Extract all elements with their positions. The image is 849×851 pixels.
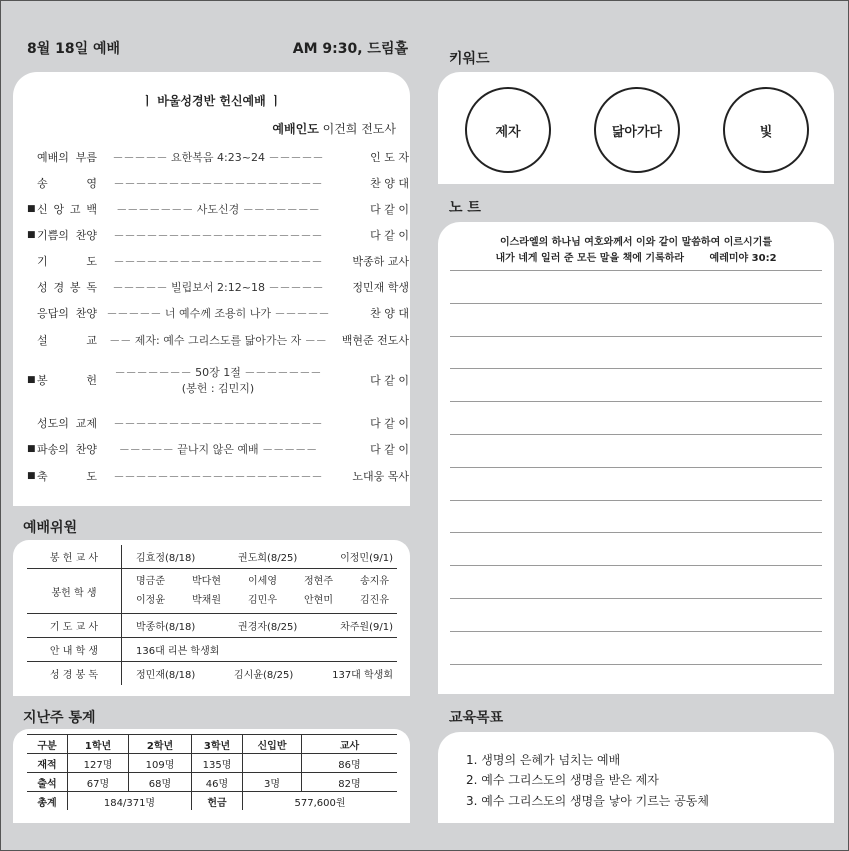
service-item-label: 성도의 교제 — [37, 417, 97, 430]
bullet-icon: ■ — [27, 444, 36, 454]
service-item-detail-text: －－－－－－－－－－－－－－－－－－－ — [113, 229, 323, 242]
service-item-detail-text: －－－－－－－ 50장 1절 －－－－－－－ — [114, 366, 322, 379]
reader-3: 137대 학생회 — [332, 670, 393, 681]
service-date: 8월 18일 예배 — [27, 41, 121, 57]
stats-cell: 출석 — [27, 773, 68, 792]
table-row — [27, 569, 397, 614]
service-item-detail-sub: (봉헌 : 김민지) — [181, 382, 255, 395]
goal-1: 1. 생명의 은혜가 넘치는 예배 — [466, 753, 621, 767]
service-item-label: 신 앙 고 백 — [37, 203, 97, 216]
note-line — [450, 532, 822, 533]
offering-teacher-2: 권도희(8/25) — [238, 553, 298, 564]
service-item — [27, 200, 409, 218]
service-item-detail — [97, 201, 339, 217]
student: 박다현 — [192, 576, 221, 587]
stats-header: 신입반 — [243, 735, 302, 754]
stats-cell: 86명 — [302, 754, 398, 773]
note-line — [450, 467, 822, 468]
service-item — [27, 364, 409, 396]
verse-line2-wrap — [438, 249, 834, 264]
stats-cell: 3명 — [243, 773, 302, 792]
student: 김민우 — [248, 595, 277, 606]
service-order-card — [13, 72, 410, 506]
service-item-detail — [97, 441, 339, 457]
goal-3: 3. 예수 그리스도의 생명을 낳아 기르는 공동체 — [466, 794, 709, 808]
stats-cell: 재적 — [27, 754, 68, 773]
role-reading: 성 경 봉 독 — [27, 662, 122, 686]
stats-cell — [243, 754, 302, 773]
stats-header: 3학년 — [192, 735, 243, 754]
student: 정현주 — [304, 576, 333, 587]
service-item — [27, 148, 409, 166]
role-prayer-teacher: 기 도 교 사 — [27, 614, 122, 638]
service-item-detail-text: －－－－－－－－－－－－－－－－－－－ — [113, 470, 323, 483]
service-item-detail — [97, 253, 339, 269]
bullet-icon: ■ — [27, 230, 36, 240]
table-row — [27, 545, 397, 569]
service-item-detail-text: －－－－－－－－－－－－－－－－－－－ — [113, 255, 323, 268]
stats-total-value: 184/371명 — [68, 792, 192, 811]
service-item — [27, 440, 409, 458]
service-item — [27, 467, 409, 485]
stats-cash-label: 헌금 — [192, 792, 243, 811]
student: 김진유 — [360, 595, 389, 606]
note-line — [450, 303, 822, 304]
goal-2: 2. 예수 그리스도의 생명을 받은 제자 — [466, 773, 659, 787]
service-title: ㅣ 바울성경반 헌신예배 ㅣ — [141, 94, 282, 108]
table-row — [27, 662, 397, 686]
prayer-teacher-1: 박종하(8/18) — [136, 622, 196, 633]
leader-label: 예배인도 — [272, 122, 319, 136]
staff-title: 예배위원 — [23, 520, 78, 536]
service-item-person: 인 도 자 — [370, 151, 409, 164]
service-item-person: 박종하 교사 — [352, 255, 409, 268]
staff-card — [13, 540, 410, 696]
reader-2: 김시윤(8/25) — [234, 670, 294, 681]
note-line — [450, 434, 822, 435]
service-item-label: 송 영 — [37, 177, 97, 190]
service-item — [27, 304, 409, 322]
service-item — [27, 226, 409, 244]
role-offering-teacher: 봉 헌 교 사 — [27, 545, 122, 569]
service-item-label: 기 도 — [37, 255, 97, 268]
table-row — [27, 638, 397, 662]
keyword-3: 빛 — [723, 87, 809, 173]
service-item — [27, 414, 409, 432]
service-item-label: 기쁨의 찬양 — [37, 229, 97, 242]
guide-students: 136대 리븐 학생회 — [136, 646, 220, 657]
student: 이정윤 — [136, 595, 165, 606]
note-line — [450, 500, 822, 501]
service-time-place: AM 9:30, 드림홀 — [292, 41, 408, 57]
service-item — [27, 331, 409, 349]
stats-cell: 109명 — [129, 754, 192, 773]
service-item-detail — [97, 175, 339, 191]
stats-header: 1학년 — [68, 735, 129, 754]
service-item-label: 봉 헌 — [37, 374, 97, 387]
service-item-person: 찬 양 대 — [370, 177, 409, 190]
service-item — [27, 252, 409, 270]
service-item-detail-text: －－ 제자: 예수 그리스도를 닮아가는 자 －－ — [109, 334, 327, 347]
stats-cell: 68명 — [129, 773, 192, 792]
note-line — [450, 664, 822, 665]
stats-header: 구분 — [27, 735, 68, 754]
student: 박채원 — [192, 595, 221, 606]
service-item-person: 다 같 이 — [370, 229, 409, 242]
service-item-person: 찬 양 대 — [370, 307, 409, 320]
service-item-detail-text: －－－－－ 요한복음 4:23~24 －－－－－ — [112, 151, 324, 164]
service-item-label: 성 경 봉 독 — [37, 281, 97, 294]
note-line — [450, 598, 822, 599]
table-row — [27, 754, 397, 773]
keyword-2: 닮아가다 — [594, 87, 680, 173]
note-line — [450, 270, 822, 271]
service-item-label: 설 교 — [37, 334, 97, 347]
note-line — [450, 565, 822, 566]
service-item-detail — [97, 332, 339, 348]
reader-1: 정민재(8/18) — [136, 670, 196, 681]
service-item-detail — [97, 415, 339, 431]
service-item-person: 노대웅 목사 — [352, 470, 409, 483]
goals-title: 교육목표 — [449, 710, 504, 726]
service-item-detail-text: －－－－－ 끝나지 않은 예배 －－－－－ — [118, 443, 318, 456]
service-item-detail — [97, 468, 339, 484]
service-item-person: 정민재 학생 — [352, 281, 409, 294]
note-line — [450, 368, 822, 369]
service-item-detail-text: －－－－－－－－－－－－－－－－－－－ — [113, 177, 323, 190]
student: 안현미 — [304, 595, 333, 606]
service-item — [27, 174, 409, 192]
stats-cell: 67명 — [68, 773, 129, 792]
service-item-label: 축 도 — [37, 470, 97, 483]
verse-ref: 예레미야 30:2 — [709, 253, 777, 264]
service-item-detail — [97, 227, 339, 243]
service-item-label: 파송의 찬양 — [37, 443, 97, 456]
stats-cell: 82명 — [302, 773, 398, 792]
service-item-detail — [97, 305, 339, 321]
service-item-person: 다 같 이 — [370, 203, 409, 216]
table-row — [27, 614, 397, 638]
table-row — [27, 773, 397, 792]
keywords-title: 키워드 — [449, 51, 490, 67]
stats-table — [27, 734, 397, 810]
stats-cash-value: 577,600원 — [243, 792, 398, 811]
service-item-detail-text: －－－－－－－－－－－－－－－－－－－ — [113, 417, 323, 430]
note-line — [450, 336, 822, 337]
role-guide-students: 안 내 학 생 — [27, 638, 122, 662]
service-item-label: 응답의 찬양 — [37, 307, 97, 320]
service-item-label: 예배의 부름 — [37, 151, 97, 164]
role-offering-students: 봉헌 학 생 — [27, 569, 122, 614]
keyword-1: 제자 — [465, 87, 551, 173]
stats-cell: 46명 — [192, 773, 243, 792]
stats-cell: 135명 — [192, 754, 243, 773]
verse-line1: 이스라엘의 하나님 여호와께서 이와 같이 말씀하여 이르시기를 — [499, 237, 773, 248]
stats-card — [13, 729, 410, 823]
verse-line2: 내가 네게 일러 준 모든 말을 책에 기록하라 — [495, 253, 685, 264]
staff-table — [27, 545, 397, 685]
offering-teacher-3: 이정민(9/1) — [340, 553, 393, 564]
service-item — [27, 278, 409, 296]
bullet-icon: ■ — [27, 204, 36, 214]
student: 이세영 — [248, 576, 277, 587]
table-row — [27, 792, 397, 811]
service-item-detail — [97, 149, 339, 165]
service-item-person: 다 같 이 — [370, 374, 409, 387]
student: 명금준 — [136, 576, 165, 587]
service-item-detail-text: －－－－－－－ 사도신경 －－－－－－－ — [116, 203, 320, 216]
leader-name: 이건희 전도사 — [322, 122, 396, 136]
service-item-person: 다 같 이 — [370, 417, 409, 430]
prayer-teacher-3: 차주원(9/1) — [340, 622, 393, 633]
offering-teacher-1: 김효정(8/18) — [136, 553, 196, 564]
student: 송지유 — [360, 576, 389, 587]
stats-header: 교사 — [302, 735, 398, 754]
notes-title: 노 트 — [449, 200, 481, 216]
service-item-detail-text: －－－－－ 빌립보서 2:12~18 －－－－－ — [112, 281, 324, 294]
prayer-teacher-2: 권경자(8/25) — [238, 622, 298, 633]
stats-header: 2학년 — [129, 735, 192, 754]
table-row — [27, 735, 397, 754]
notes-card — [438, 222, 834, 694]
stats-total-label: 총계 — [27, 792, 68, 811]
service-item-detail — [97, 364, 339, 396]
bullet-icon: ■ — [27, 375, 36, 385]
service-item-detail — [97, 279, 339, 295]
note-line — [450, 631, 822, 632]
service-item-detail-text: －－－－－ 너 예수께 조용히 나가 －－－－－ — [106, 307, 330, 320]
service-item-person: 다 같 이 — [370, 443, 409, 456]
stats-title: 지난주 통계 — [23, 710, 96, 726]
note-line — [450, 401, 822, 402]
stats-cell: 127명 — [68, 754, 129, 773]
bullet-icon: ■ — [27, 471, 36, 481]
service-leader — [272, 120, 396, 137]
service-item-person: 백현준 전도사 — [341, 334, 409, 347]
